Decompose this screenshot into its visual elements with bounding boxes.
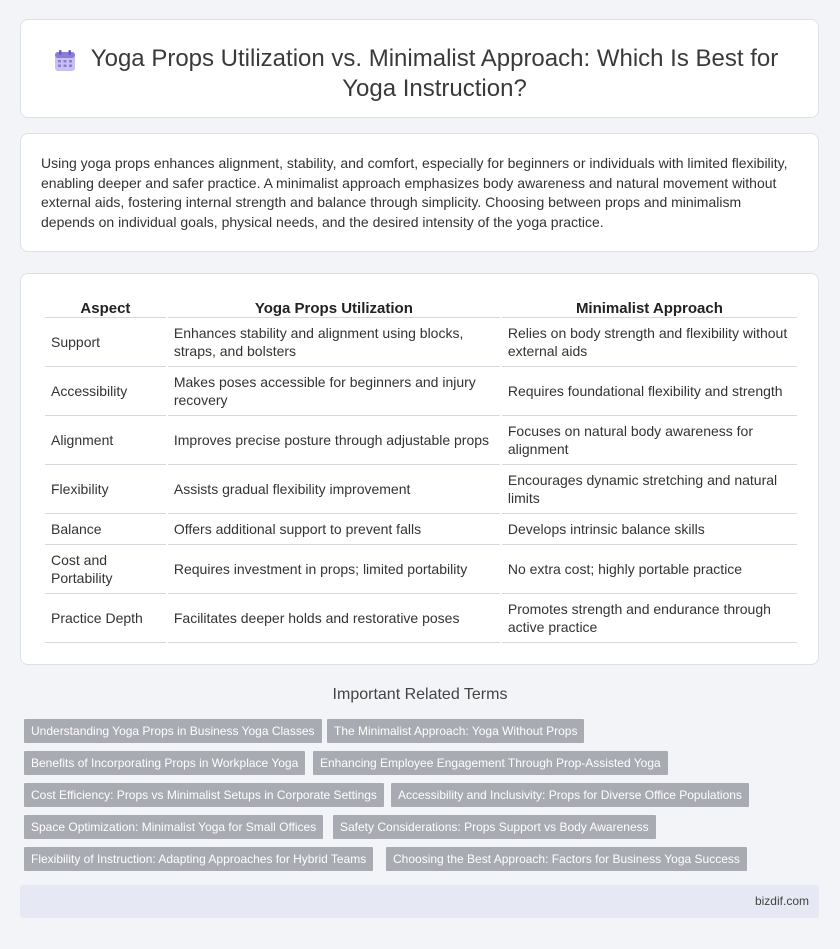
cell-props: Offers additional support to prevent falls — [168, 514, 500, 545]
table-row — [45, 514, 797, 545]
related-term-tag[interactable]: The Minimalist Approach: Yoga Without Props — [327, 719, 584, 743]
cell-props: Enhances stability and alignment using blocks, straps, and bolsters — [168, 318, 500, 367]
table-row — [45, 318, 797, 367]
table-row — [45, 594, 797, 643]
intro-card — [20, 133, 819, 252]
related-term-tag[interactable]: Safety Considerations: Props Support vs Body Awareness — [333, 815, 656, 839]
related-term-tag[interactable]: Space Optimization: Minimalist Yoga for Small Offices — [24, 815, 323, 839]
column-header-minimalist: Minimalist Approach — [502, 296, 797, 318]
footer-bar — [20, 885, 819, 918]
related-term-tag[interactable]: Enhancing Employee Engagement Through Prop-Assisted Yoga — [313, 751, 668, 775]
comparison-table — [43, 296, 799, 643]
cell-aspect: Flexibility — [45, 465, 166, 514]
cell-props: Makes poses accessible for beginners and injury recovery — [168, 367, 500, 416]
cell-minimalist: Develops intrinsic balance skills — [502, 514, 797, 545]
cell-aspect: Practice Depth — [45, 594, 166, 643]
related-term-tag[interactable]: Understanding Yoga Props in Business Yoga Classes — [24, 719, 322, 743]
page-title: Yoga Props Utilization vs. Minimalist Approach: Which Is Best for Yoga Instruction? — [90, 45, 779, 102]
cell-props: Improves precise posture through adjustable props — [168, 416, 500, 465]
related-term-tag[interactable]: Benefits of Incorporating Props in Workplace Yoga — [24, 751, 305, 775]
cell-props: Facilitates deeper holds and restorative poses — [168, 594, 500, 643]
table-row — [45, 545, 797, 594]
table-row — [45, 367, 797, 416]
cell-minimalist: Relies on body strength and flexibility without external aids — [502, 318, 797, 367]
footer-site-link[interactable]: bizdif.com — [754, 894, 809, 908]
table-header-row — [45, 296, 797, 318]
cell-minimalist: No extra cost; highly portable practice — [502, 545, 797, 594]
related-terms-heading: Important Related Terms — [332, 686, 508, 703]
cell-minimalist: Encourages dynamic stretching and natural limits — [502, 465, 797, 514]
cell-aspect: Cost and Portability — [45, 545, 166, 594]
column-header-aspect: Aspect — [45, 296, 166, 318]
related-term-tag[interactable]: Accessibility and Inclusivity: Props for Diverse Office Populations — [391, 783, 749, 807]
title-card — [20, 19, 819, 118]
column-header-props: Yoga Props Utilization — [168, 296, 500, 318]
cell-aspect: Balance — [45, 514, 166, 545]
table-row — [45, 465, 797, 514]
intro-paragraph: Using yoga props enhances alignment, stability, and comfort, especially for beginners or individuals with limited flexibility, enabling deeper and safer practice. A minimalist approach emphasizes body awareness and natural movement without external aids, fostering internal strength and balance through simplicity. Choosing between props and minimalism depends on individual goals, physical needs, and the desired intensity of the yoga practice. — [41, 155, 788, 230]
cell-minimalist: Promotes strength and endurance through active practice — [502, 594, 797, 643]
cell-minimalist: Requires foundational flexibility and strength — [502, 367, 797, 416]
cell-aspect: Support — [45, 318, 166, 367]
table-row — [45, 416, 797, 465]
related-term-tag[interactable]: Flexibility of Instruction: Adapting Approaches for Hybrid Teams — [24, 847, 373, 871]
cell-minimalist: Focuses on natural body awareness for alignment — [502, 416, 797, 465]
related-term-tag[interactable]: Cost Efficiency: Props vs Minimalist Setups in Corporate Settings — [24, 783, 384, 807]
related-term-tag[interactable]: Choosing the Best Approach: Factors for Business Yoga Success — [386, 847, 747, 871]
cell-props: Requires investment in props; limited portability — [168, 545, 500, 594]
comparison-table-card — [20, 273, 819, 665]
cell-aspect: Alignment — [45, 416, 166, 465]
cell-props: Assists gradual flexibility improvement — [168, 465, 500, 514]
cell-aspect: Accessibility — [45, 367, 166, 416]
